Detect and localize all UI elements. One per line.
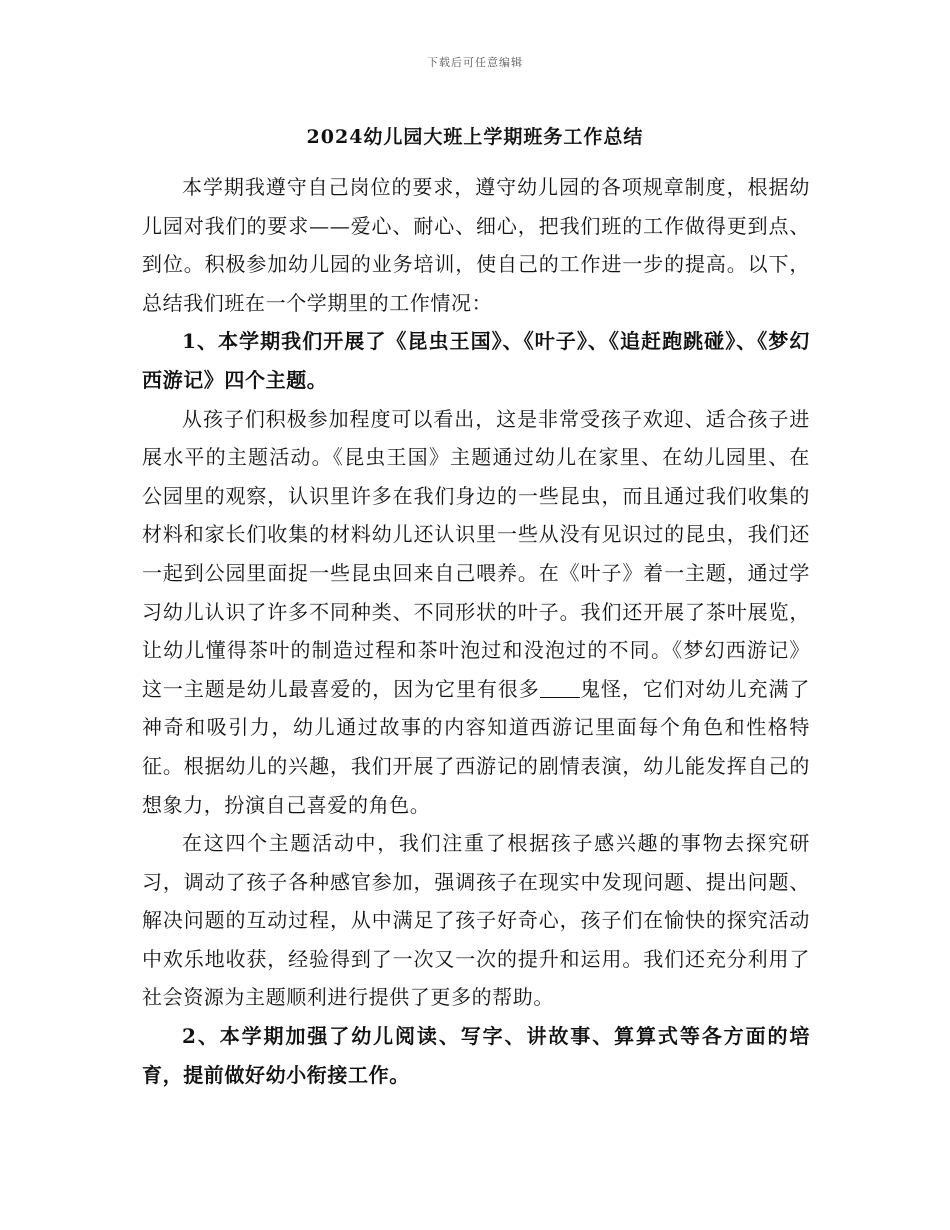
fill-blank-line [540,677,580,698]
body-paragraph-1-part-a: 从孩子们积极参加程度可以看出，这是非常受孩子欢迎、适合孩子进展水平的主题活动。《昆虫王国》主题通过幼儿在家里、在幼儿园里、在公园里的观察，认识里许多在我们身边的一些昆虫，而且通过我们收集的材料和家长们收集的材料幼儿还认识里一些从没有见识过的昆虫，我们还一起到公园里面捉一些昆虫回来自己喂养。在《叶子》着一主题，通过学习幼儿认识了许多不同种类、不同形状的叶子。我们还开展了茶叶展览，让幼儿懂得茶叶的制造过程和茶叶泡过和没泡过的不同。《梦幻西游记》这一主题是幼儿最喜爱的，因为它里有很多 [142,406,810,701]
section-heading-1: 1、本学期我们开展了《昆虫王国》、《叶子》、《追赶跑跳碰》、《梦幻西游记》四个主题。 [142,329,810,392]
section-heading-2: 2、本学期加强了幼儿阅读、写字、讲故事、算算式等各方面的培育，提前做好幼小衔接工作。 [142,1024,810,1087]
intro-paragraph: 本学期我遵守自己岗位的要求，遵守幼儿园的各项规章制度，根据幼儿园对我们的要求——爱心、耐心、细心，把我们班的工作做得更到点、到位。积极参加幼儿园的业务培训，使自己的工作进一步的提高。以下，总结我们班在一个学期里的工作情况： [142,175,810,315]
body-paragraph-1-part-b: 鬼怪，它们对幼儿充满了神奇和吸引力，幼儿通过故事的内容知道西游记里面每个角色和性格特征。根据幼儿的兴趣，我们开展了西游记的剧情表演，幼儿能发挥自己的想象力，扮演自己喜爱的角色。 [142,676,810,817]
document-body [142,168,810,1094]
body-paragraph-1 [142,400,810,825]
body-paragraph-2: 在这四个主题活动中，我们注重了根据孩子感兴趣的事物去探究研习，调动了孩子各种感官参加，强调孩子在现实中发现问题、提出问题、解决问题的互动过程，从中满足了孩子好奇心，孩子们在愉快的探究活动中欢乐地收获，经验得到了一次又一次的提升和运用。我们还充分利用了社会资源为主题顺利进行提供了更多的帮助。 [142,831,810,1010]
header-note: 下载后可任意编辑 [427,56,523,69]
document-title: 2024幼儿园大班上学期班务工作总结 [306,126,644,148]
